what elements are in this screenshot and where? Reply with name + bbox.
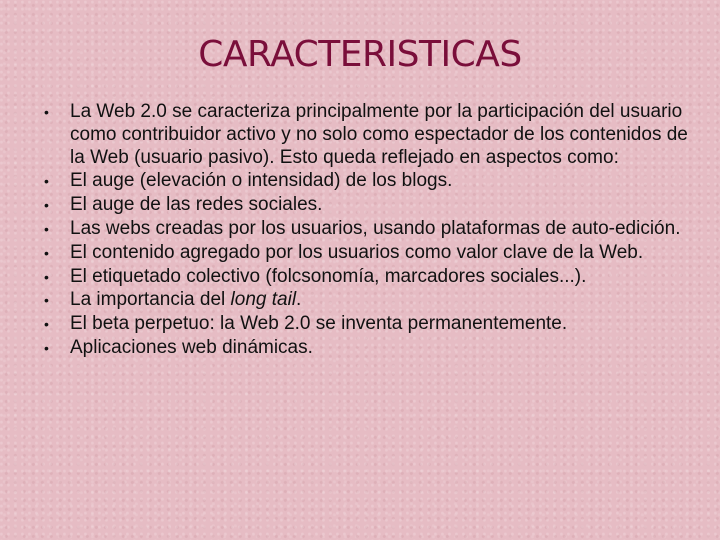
list-item (44, 194, 694, 217)
list-item-text: El etiquetado colectivo (folcsonomía, marcadores sociales...). (70, 265, 587, 287)
list-item-text: El auge (elevación o intensidad) de los blogs. (70, 170, 453, 192)
bullet-list (44, 101, 694, 361)
bullet-icon: • (44, 292, 49, 309)
list-item-text-after: . (296, 289, 302, 311)
bullet-icon: • (44, 197, 49, 214)
list-item-text: Las webs creadas por los usuarios, usando plataformas de auto-edición. (70, 217, 681, 239)
list-item-text-before: La importancia del (70, 289, 231, 311)
list-item-text: El contenido agregado por los usuarios como valor clave de la Web. (70, 241, 644, 263)
bullet-icon: • (44, 104, 49, 120)
list-item-text: El beta perpetuo: la Web 2.0 se inventa permanentemente. (70, 313, 568, 335)
list-item (44, 170, 694, 193)
list-item-text: El auge de las redes sociales. (70, 194, 323, 216)
bullet-icon: • (44, 339, 49, 356)
list-item-text: La Web 2.0 se caracteriza principalmente por la participación del usuario como contribuidor activo y no solo como espectador de los contenidos de la Web (usuario pasivo). Esto queda reflejado en aspectos como: (70, 101, 688, 168)
list-item (44, 289, 694, 312)
list-item (44, 242, 694, 265)
list-item (44, 337, 694, 360)
bullet-icon: • (44, 316, 49, 333)
list-item (44, 218, 694, 241)
bullet-icon: • (44, 268, 49, 285)
bullet-icon: • (44, 244, 49, 261)
bullet-icon: • (44, 220, 49, 237)
list-item (44, 101, 694, 169)
list-item (44, 266, 694, 289)
list-item-text-italic: long tail (230, 289, 297, 311)
bullet-icon: • (44, 173, 49, 190)
list-item-text: Aplicaciones web dinámicas. (70, 336, 313, 358)
slide-title: CARACTERISTICAS (198, 34, 522, 75)
list-item (44, 313, 694, 336)
